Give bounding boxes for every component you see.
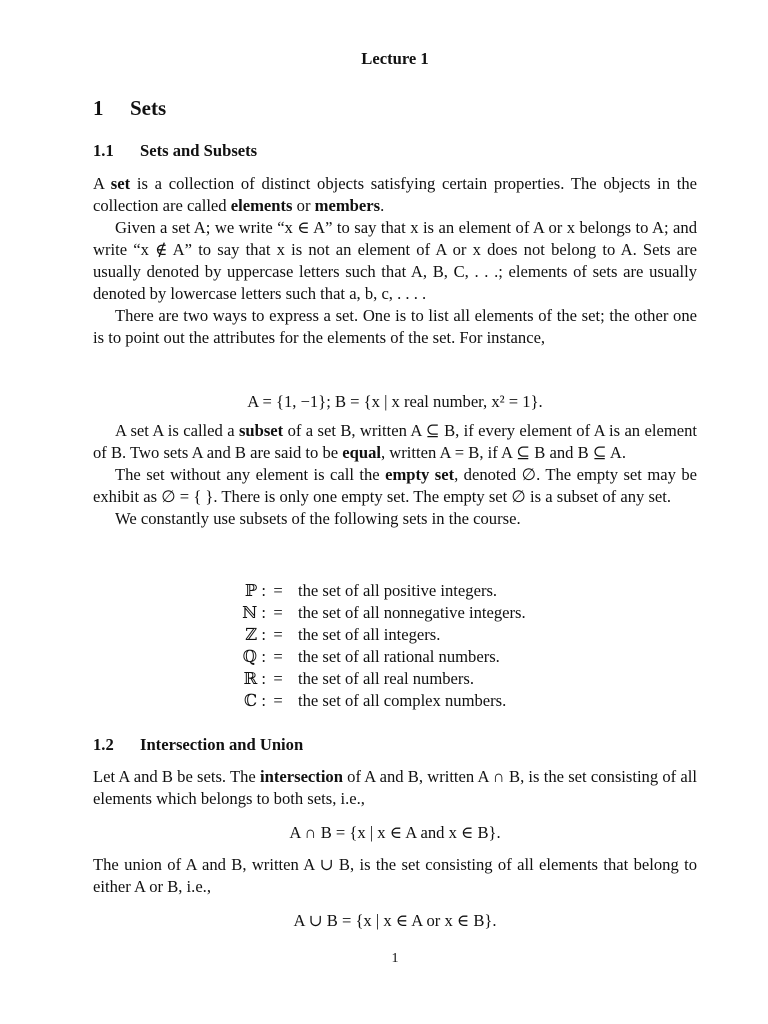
paragraph-membership: Given a set A; we write “x ∈ A” to say that x is an element of A or x belongs to A; and write “x ∉ A” to say that x is not an element of A or x does not belong to A. Sets are usually denoted by uppercase letters such that A, B, C, . . .; elements of sets are usually denoted by lowercase letters such that a, b, c, . . . . — [93, 218, 697, 303]
term-empty-set: empty set — [385, 465, 455, 484]
set-row — [226, 646, 526, 668]
text: Let A and B be sets. The — [93, 767, 261, 786]
equals-sign: = — [273, 691, 283, 710]
text: or — [292, 196, 315, 215]
paragraph-subset — [93, 420, 697, 530]
set-description: the set of all integers. — [298, 625, 441, 644]
term-equal: equal — [342, 443, 381, 462]
paragraph-union: The union of A and B, written A ∪ B, is the set consisting of all elements that belong to either A or B, i.e., — [93, 855, 697, 896]
lecture-title: Lecture 1 — [361, 49, 429, 68]
section-title: Sets — [130, 96, 167, 120]
set-description: the set of all real numbers. — [298, 669, 475, 688]
paragraph-intersection — [93, 766, 697, 810]
set-description: the set of all complex numbers. — [298, 691, 507, 710]
set-description: the set of all nonnegative integers. — [298, 603, 526, 622]
set-row — [226, 690, 526, 712]
equals-sign: = — [273, 647, 283, 666]
set-row — [226, 580, 526, 602]
set-symbol: ℙ : — [244, 581, 266, 600]
number-sets-list — [226, 580, 526, 712]
document-page — [93, 0, 697, 1024]
set-description: the set of all rational numbers. — [298, 647, 500, 666]
set-description: the set of all positive integers. — [298, 581, 498, 600]
paragraph-common-sets: We constantly use subsets of the following sets in the course. — [115, 509, 521, 528]
equals-sign: = — [273, 625, 283, 644]
set-row — [226, 668, 526, 690]
text: of A and B, written A ∩ B, is the set consisting of all elements which belongs to both sets, i.e., — [93, 767, 697, 808]
equation-examples: A = {1, −1}; B = {x | x real number, x² = 1}. — [247, 392, 543, 411]
text: . — [380, 196, 385, 215]
page-number: 1 — [391, 951, 399, 966]
subsection-number: 1.2 — [93, 735, 114, 754]
text: , written A = B, if A ⊆ B and B ⊆ A. — [381, 443, 627, 462]
section-heading — [93, 97, 166, 119]
text: is a collection of distinct objects satisfying certain properties. The objects in the collection are called — [93, 174, 697, 215]
term-intersection: intersection — [260, 767, 343, 786]
paragraph-two-ways: There are two ways to express a set. One is to list all elements of the set; the other one is to point out the attributes for the elements of the set. For instance, — [93, 306, 697, 347]
subsection-heading-1 — [93, 140, 257, 162]
subsection-title: Sets and Subsets — [140, 141, 258, 160]
subsection-heading-2 — [93, 734, 303, 756]
set-symbol: ℂ : — [244, 691, 266, 710]
set-symbol: ℝ : — [243, 669, 266, 688]
text: The set without any element is call the — [115, 465, 386, 484]
term-elements: elements — [230, 196, 293, 215]
term-subset: subset — [238, 421, 284, 440]
text: A — [93, 174, 111, 193]
set-symbol: ℕ : — [242, 603, 266, 622]
set-row — [226, 624, 526, 646]
equals-sign: = — [273, 603, 283, 622]
set-symbol: ℚ : — [242, 647, 266, 666]
equals-sign: = — [273, 669, 283, 688]
term-set: set — [110, 174, 131, 193]
text: A set A is called a — [115, 421, 239, 440]
subsection-title: Intersection and Union — [140, 735, 304, 754]
set-row — [226, 602, 526, 624]
text: of a set B, written A ⊆ B, if every element of A is an element of B. Two sets A and B are said to be — [93, 421, 697, 462]
subsection-number: 1.1 — [93, 141, 114, 160]
equation-union: A ∪ B = {x | x ∈ A or x ∈ B}. — [293, 911, 497, 930]
term-members: members — [314, 196, 381, 215]
equals-sign: = — [273, 581, 283, 600]
set-symbol: ℤ : — [245, 625, 266, 644]
equation-intersection: A ∩ B = {x | x ∈ A and x ∈ B}. — [289, 823, 501, 842]
paragraph-set-definition — [93, 173, 697, 349]
section-number: 1 — [93, 96, 104, 120]
text: , denoted ∅. The empty set may be exhibit as ∅ = { }. There is only one empty set. The empty set ∅ is a subset of any set. — [93, 465, 697, 506]
